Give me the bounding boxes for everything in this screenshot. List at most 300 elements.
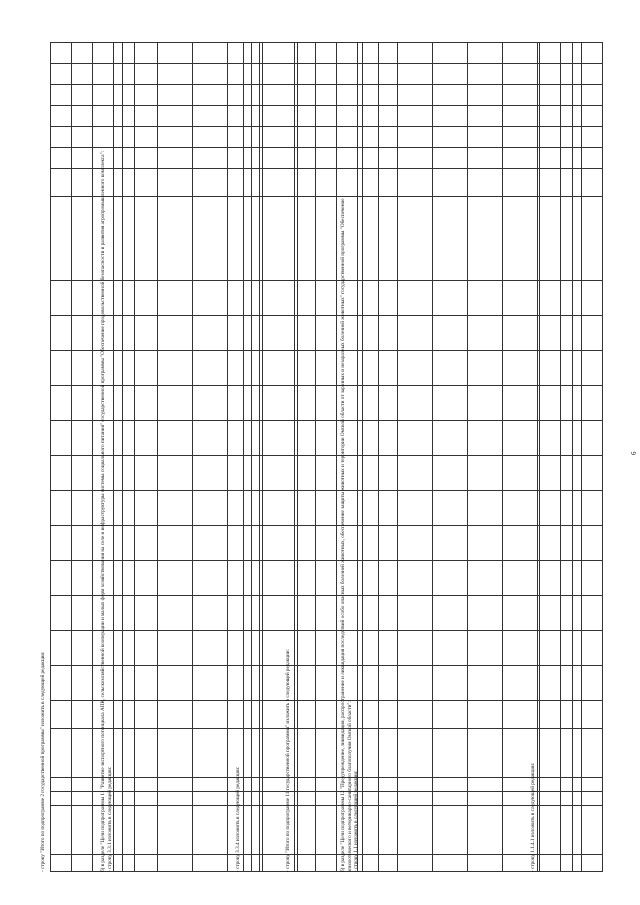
table-cell [72,455,93,490]
table-cell [468,560,503,595]
table-cell [433,43,468,64]
table-cell [363,560,398,595]
table-cell [51,665,72,700]
table-cell [252,490,260,525]
table-cell [193,148,228,169]
table-cell [252,350,260,385]
table-cell [123,791,158,805]
table-cell [316,455,337,490]
table-cell [72,350,93,385]
table-cell [193,127,228,148]
table-cell [561,350,582,385]
table-cell [252,805,260,854]
table-cell [252,281,260,316]
table-cell [540,560,561,595]
table-cell [158,85,193,106]
table-cell [468,127,503,148]
table-cell [398,316,433,351]
table-cell [193,420,228,455]
table-cell [158,455,193,490]
table-cell [468,85,503,106]
table-cell [316,350,337,385]
table-cell [433,777,468,791]
table-cell [433,106,468,127]
table-cell [582,169,603,197]
table-cell [72,854,93,871]
table-cell [263,560,298,595]
table-cell [468,420,503,455]
table-cell [51,316,72,351]
table-cell [51,127,72,148]
table-cell [244,805,252,854]
table-cell [193,791,228,805]
table-cell [263,197,298,281]
table-cell [193,490,228,525]
table-row [503,43,538,872]
table-cell [193,43,228,64]
table-cell [561,728,582,777]
table-cell [158,791,193,805]
table-cell [503,106,538,127]
table-row [72,43,93,872]
table-cell [316,728,337,777]
table-cell [72,281,93,316]
table-cell [582,316,603,351]
table-cell [561,525,582,560]
table-cell [123,595,158,630]
table-cell [295,805,316,854]
table-cell [244,420,252,455]
table-cell [51,281,72,316]
table-cell [316,700,337,728]
table-cell [398,700,433,728]
table-cell [51,700,72,728]
table-cell [398,127,433,148]
table-cell [503,148,538,169]
table-cell [295,777,316,791]
table-cell [158,490,193,525]
table-cell [51,197,72,281]
table-cell [582,420,603,455]
table-cell [398,630,433,665]
table-cell [398,455,433,490]
table-cell [468,665,503,700]
table-cell [363,420,398,455]
table-cell [433,791,468,805]
table-row [295,43,316,872]
table-cell [468,455,503,490]
table-cell [252,595,260,630]
table-cell [158,106,193,127]
table-cell [295,43,316,64]
table-cell [193,777,228,791]
table-cell [244,455,252,490]
table-cell [123,728,158,777]
table-cell [561,777,582,791]
table-cell [316,43,337,64]
table-cell [295,854,316,871]
table-cell [123,854,158,871]
table-cell [468,525,503,560]
table-cell [561,64,582,85]
table-cell [503,525,538,560]
heading-line: эпизоотического и ветеринарно-санитарного благополучия Омской области": [346,701,353,872]
table-cell [193,106,228,127]
table-cell [252,43,260,64]
table-cell [582,43,603,64]
table-cell [398,490,433,525]
table-cell [244,148,252,169]
table-cell [252,197,260,281]
table-cell [263,148,298,169]
table-cell [263,665,298,700]
table-cell [540,385,561,420]
table-cell [582,148,603,169]
table-cell [158,385,193,420]
table-cell [582,490,603,525]
table-cell [158,169,193,197]
table-cell [244,85,252,106]
table-cell [244,791,252,805]
table-cell [540,148,561,169]
heading-line: б) в разделе "Цели подпрограммы 11 "Развитие экспортного потенциала АПК, сельскохозяйственной кооперации и малых форм хозяйствования на селе и инфраструктуры системы социального питания" государственной программы "Обеспечение продовольственной безопасности и развития агропромышленного комплекса": [100,150,106,872]
table-cell [433,805,468,854]
table-cell [295,316,316,351]
table-cell [51,64,72,85]
table-cell [244,525,252,560]
table-cell [582,854,603,871]
table-cell [244,560,252,595]
table-cell [123,700,158,728]
table-cell [468,106,503,127]
table-cell [582,595,603,630]
table-cell [244,854,252,871]
table-cell [158,43,193,64]
table-cell [582,281,603,316]
table-cell [193,350,228,385]
table-cell [123,777,158,791]
table-cell [363,777,398,791]
table-cell [123,350,158,385]
table-cell [252,525,260,560]
table-cell [468,169,503,197]
table-cell [252,85,260,106]
table-cell [561,43,582,64]
table-cell [263,791,298,805]
table-cell [244,43,252,64]
table-cell [468,728,503,777]
table-cell [582,728,603,777]
table-cell [295,64,316,85]
table-cell [316,316,337,351]
table-cell [582,127,603,148]
table-cell [158,854,193,871]
table-cell [561,169,582,197]
table-cell [72,64,93,85]
table-cell [540,127,561,148]
table-cell [433,854,468,871]
table-cell [72,169,93,197]
table-cell [51,43,72,64]
table-cell [433,281,468,316]
table-cell [433,420,468,455]
table-cell [295,281,316,316]
table-cell [158,316,193,351]
table-cell [561,385,582,420]
table-cell [193,805,228,854]
table-cell [193,281,228,316]
table-cell [363,700,398,728]
table-cell [158,420,193,455]
table-cell [193,525,228,560]
table-row [123,43,158,872]
table-cell [252,169,260,197]
table-cell [316,490,337,525]
table-cell [433,169,468,197]
table-cell [51,854,72,871]
table-cell [363,316,398,351]
table-cell [295,148,316,169]
table-cell [263,350,298,385]
table-cell [468,281,503,316]
table-cell [468,197,503,281]
table-cell [263,777,298,791]
table-cell [503,385,538,420]
table-cell [193,560,228,595]
table-cell [540,85,561,106]
table-cell [398,64,433,85]
table-cell [123,127,158,148]
table-cell [252,420,260,455]
table-cell [503,281,538,316]
table-cell [51,106,72,127]
table-cell [398,350,433,385]
table-cell [244,728,252,777]
table-row [193,43,228,872]
table-cell [316,148,337,169]
table-cell [295,385,316,420]
row-3-3-1-table [122,42,298,872]
table-cell [468,777,503,791]
table-cell [540,420,561,455]
table-cell [363,350,398,385]
table-cell [295,455,316,490]
table-cell [503,85,538,106]
table-cell [398,525,433,560]
table-cell [263,595,298,630]
table-cell [158,728,193,777]
table-cell [244,665,252,700]
table-row [398,43,433,872]
table-cell [561,630,582,665]
table-cell [252,728,260,777]
table-cell [540,700,561,728]
table-cell [123,420,158,455]
table-cell [363,805,398,854]
table-cell [582,85,603,106]
table-cell [398,560,433,595]
table-cell [244,595,252,630]
table-cell [363,525,398,560]
table-cell [433,490,468,525]
table-cell [398,385,433,420]
table-cell [263,169,298,197]
table-cell [503,127,538,148]
table-cell [503,455,538,490]
table-cell [316,106,337,127]
table-cell [193,64,228,85]
table-cell [252,665,260,700]
table-cell [503,700,538,728]
table-cell [316,127,337,148]
table-cell [244,169,252,197]
table-cell [263,525,298,560]
table-cell [295,700,316,728]
heading-line: - строку 1.1 изложить в следующей редакции: [353,770,360,872]
table-cell [398,805,433,854]
table-cell [244,316,252,351]
table-cell [158,525,193,560]
table-cell [398,169,433,197]
table-cell [72,700,93,728]
table-cell [433,148,468,169]
table-cell [316,595,337,630]
table-cell [433,728,468,777]
table-cell [51,777,72,791]
table-cell [193,728,228,777]
table-cell [503,43,538,64]
table-cell [193,630,228,665]
table-cell [433,560,468,595]
table-cell [123,197,158,281]
table-cell [540,350,561,385]
table-cell [263,490,298,525]
table-cell [158,281,193,316]
table-cell [363,791,398,805]
table-cell [295,350,316,385]
table-cell [51,455,72,490]
table-cell [468,43,503,64]
table-cell [582,64,603,85]
table-cell [398,148,433,169]
table-cell [503,64,538,85]
heading-line: - строку 3.3.1 изложить в следующей редакции: [106,766,113,872]
table-cell [193,700,228,728]
table-cell [398,728,433,777]
table-cell [123,281,158,316]
table-cell [540,64,561,85]
table-cell [123,106,158,127]
table-cell [363,595,398,630]
table-cell [158,64,193,85]
table-cell [123,490,158,525]
table-cell [51,560,72,595]
table-cell [263,420,298,455]
table-cell [582,385,603,420]
table-cell [561,791,582,805]
table-cell [540,106,561,127]
table-cell [316,281,337,316]
table-cell [158,805,193,854]
table-cell [433,350,468,385]
table-cell [561,197,582,281]
table-cell [51,169,72,197]
table-cell [363,854,398,871]
table-cell [244,106,252,127]
table-cell [193,85,228,106]
table-cell [263,106,298,127]
table-cell [433,316,468,351]
table-cell [561,420,582,455]
table-cell [72,560,93,595]
table-cell [244,281,252,316]
table-cell [158,127,193,148]
table-cell [582,197,603,281]
table-cell [158,700,193,728]
table-cell [363,665,398,700]
table-cell [244,127,252,148]
table-cell [561,85,582,106]
table-cell [295,595,316,630]
table-cell [295,420,316,455]
table-cell [561,595,582,630]
table-cell [561,455,582,490]
table-cell [193,169,228,197]
table-cell [561,281,582,316]
table-cell [263,630,298,665]
heading-subprogram-11 [100,37,113,872]
table-cell [252,106,260,127]
table-cell [363,728,398,777]
table-cell [51,630,72,665]
table-cell [582,630,603,665]
table-cell [398,791,433,805]
table-cell [582,560,603,595]
table-cell [468,854,503,871]
table-cell [398,665,433,700]
table-cell [540,665,561,700]
table-row [363,43,398,872]
table-cell [252,777,260,791]
table-cell [561,316,582,351]
table-cell [540,43,561,64]
table-cell [363,630,398,665]
heading-row-3-3-4: - строку 3.3.4 изложить в следующей редакции: [235,766,241,872]
table-cell [193,316,228,351]
table-cell [398,854,433,871]
table-row [433,43,468,872]
table-cell [561,490,582,525]
table-cell [468,791,503,805]
table-cell [51,525,72,560]
table-cell [433,385,468,420]
table-cell [433,665,468,700]
table-cell [158,197,193,281]
table-cell [51,148,72,169]
table-cell [51,805,72,854]
table-cell [316,777,337,791]
table-cell [72,728,93,777]
table-cell [561,127,582,148]
table-cell [193,854,228,871]
table-cell [295,106,316,127]
table-row [582,43,603,872]
table-cell [72,777,93,791]
row-1-1-4-1-table [539,42,603,872]
table-cell [363,127,398,148]
table-cell [433,197,468,281]
table-cell [295,630,316,665]
